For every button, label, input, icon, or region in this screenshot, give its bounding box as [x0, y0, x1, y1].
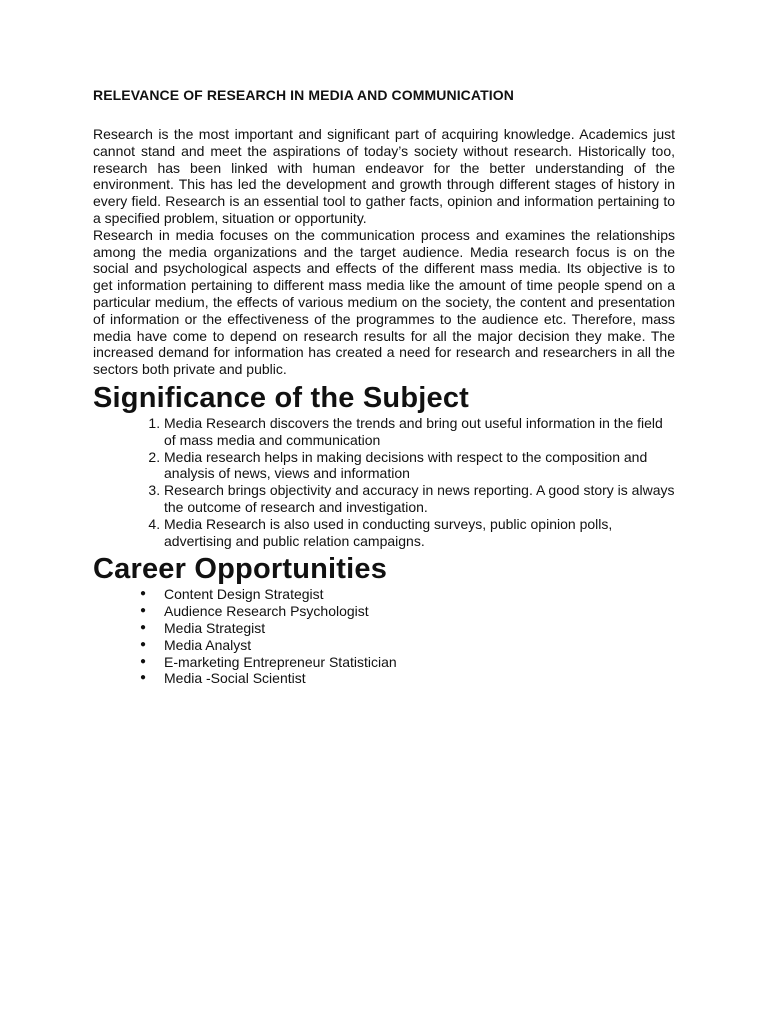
list-item: 4. Media Research is also used in conducting surveys, public opinion polls, advertising and public relation campaigns. — [164, 516, 675, 550]
career-heading: Career Opportunities — [93, 553, 388, 586]
list-item — [140, 636, 675, 654]
career-item-label: Media Strategist — [164, 619, 266, 636]
significance-heading: Significance of the Subject — [93, 381, 470, 414]
significance-list — [93, 415, 675, 549]
list-item — [140, 603, 675, 620]
intro-paragraph: Research is the most important and significant part of acquiring knowledge. Academics just cannot stand and meet the aspirations of today’s society without research. Historically too, research has been linked with human endeavor for the better understanding of the environment. This has led the development and growth through different stages of history in every field. Research is an essential tool to gather facts, opinion and information pertaining to a specified problem, situation or opportunity. — [93, 126, 675, 226]
career-list — [93, 586, 675, 687]
career-item-label: Media -Social Scientist — [164, 670, 306, 687]
list-item — [140, 653, 675, 671]
document-page — [93, 86, 675, 687]
bullet-icon: ● — [140, 638, 147, 650]
list-item: 2. Media research helps in making decisions with respect to the composition and analysis of news, views and information — [164, 449, 675, 483]
list-item — [140, 619, 675, 637]
list-item — [140, 670, 675, 687]
bullet-icon: ● — [140, 672, 147, 684]
career-item-label: Content Design Strategist — [164, 586, 324, 603]
list-item: 3. Research brings objectivity and accuracy in news reporting. A good story is always the outcome of research and investigation. — [164, 482, 675, 516]
career-item-label: Audience Research Psychologist — [164, 603, 369, 620]
bullet-icon: ● — [140, 655, 147, 667]
bullet-icon: ● — [140, 621, 147, 633]
bullet-icon: ● — [140, 605, 147, 617]
list-item: 1. Media Research discovers the trends and bring out useful information in the field of mass media and communication — [164, 415, 675, 449]
media-research-paragraph: Research in media focuses on the communication process and examines the relationships among the media organizations and the target audience. Media research focus is on the social and psychological aspects and effects of the different mass media. Its objective is to get information pertaining to different mass media like the amount of time people spend on a particular medium, the effects of various medium on the society, the content and presentation of information or the effectiveness of the programmes to the audience etc. Therefore, mass media have come to depend on research results for all the major decision they make. The increased demand for information has created a need for research and researchers in all the sectors both private and public. — [93, 226, 675, 378]
bullet-icon: ● — [140, 588, 147, 600]
list-item — [140, 586, 675, 603]
career-item-label: E-marketing Entrepreneur Statistician — [164, 653, 397, 670]
document-title: RELEVANCE OF RESEARCH IN MEDIA AND COMMUNICATION — [93, 87, 514, 103]
career-item-label: Media Analyst — [164, 636, 252, 653]
